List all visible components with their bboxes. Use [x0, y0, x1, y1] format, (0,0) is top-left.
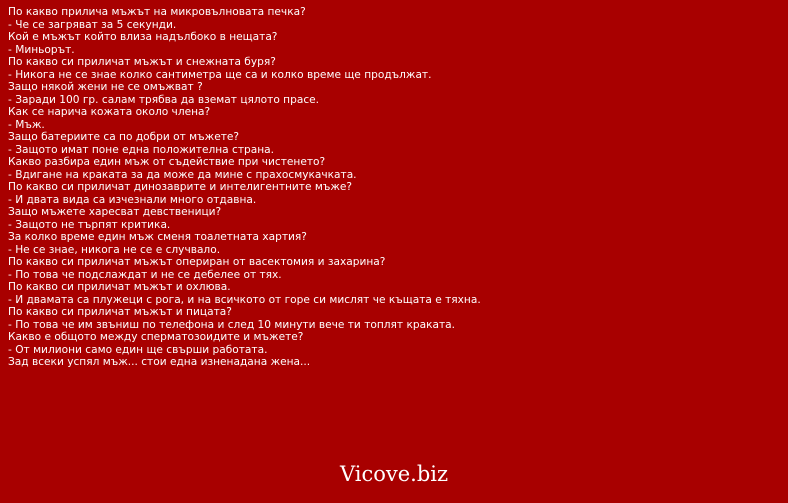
joke-line: Какво е общото между сперматозоидите и мъжете? — [8, 331, 304, 343]
joke-line: - Миньорът. — [8, 43, 75, 56]
joke-line: По какво си приличат мъжът и охлюва. — [8, 281, 231, 293]
joke-line: Какво разбира един мъж от съдействие при чистенето? — [8, 156, 326, 168]
joke-line: - Че се загряват за 5 секунди. — [8, 18, 177, 31]
joke-line: - И двата вида са изчезнали много отдавна. — [8, 193, 257, 206]
joke-line: - Никога не се знае колко сантиметра ще са и колко време ще продължат. — [8, 68, 432, 81]
joke-line: По какво си приличат мъжът и пицата? — [8, 306, 232, 318]
joke-line: - Мъж. — [8, 118, 45, 131]
joke-line: По какво прилича мъжът на микровълновата печка? — [8, 6, 306, 18]
site-watermark: Vicove.biz — [339, 462, 449, 486]
joke-line: - От милиони само един ще свърши работата. — [8, 343, 268, 356]
joke-line: Защо мъжете харесват девственици? — [8, 206, 222, 218]
joke-line: - Вдигане на краката за да може да мине с прахосмукачката. — [8, 168, 357, 181]
jokes-list — [8, 6, 778, 369]
joke-line: За колко време един мъж сменя тоалетната хартия? — [8, 231, 307, 243]
joke-line: - Заради 100 гр. салам трябва да вземат цялото прасе. — [8, 93, 320, 106]
joke-line: Защо батериите са по добри от мъжете? — [8, 131, 240, 143]
joke-line: - Защото не търпят критика. — [8, 218, 171, 231]
joke-line: - Не се знае, никога не се е случвало. — [8, 243, 221, 256]
joke-line: Зад всеки успял мъж... стои една изненадана жена... — [8, 356, 311, 368]
joke-line: Как се нарича кожата около члена? — [8, 106, 211, 118]
joke-line: По какво си приличат динозаврите и интелигентните мъже? — [8, 181, 353, 193]
joke-line: Кой е мъжът който влиза надълбоко в нещата? — [8, 31, 278, 43]
joke-line: Защо някой жени не се омъжват ? — [8, 81, 203, 93]
joke-line: - Защото имат поне една положителна страна. — [8, 143, 275, 156]
joke-line: - По това че им звъниш по телефона и след 10 минути вече ти топлят краката. — [8, 318, 455, 331]
joke-line: По какво си приличат мъжът и снежната буря? — [8, 56, 276, 68]
joke-line: По какво си приличат мъжът опериран от васектомия и захарина? — [8, 256, 386, 268]
joke-line: - И двамата са плужеци с рога, и на всичкото от горе си мислят че къщата е тяхна. — [8, 293, 481, 306]
joke-line: - По това че подслаждат и не се дебелее от тях. — [8, 268, 282, 281]
